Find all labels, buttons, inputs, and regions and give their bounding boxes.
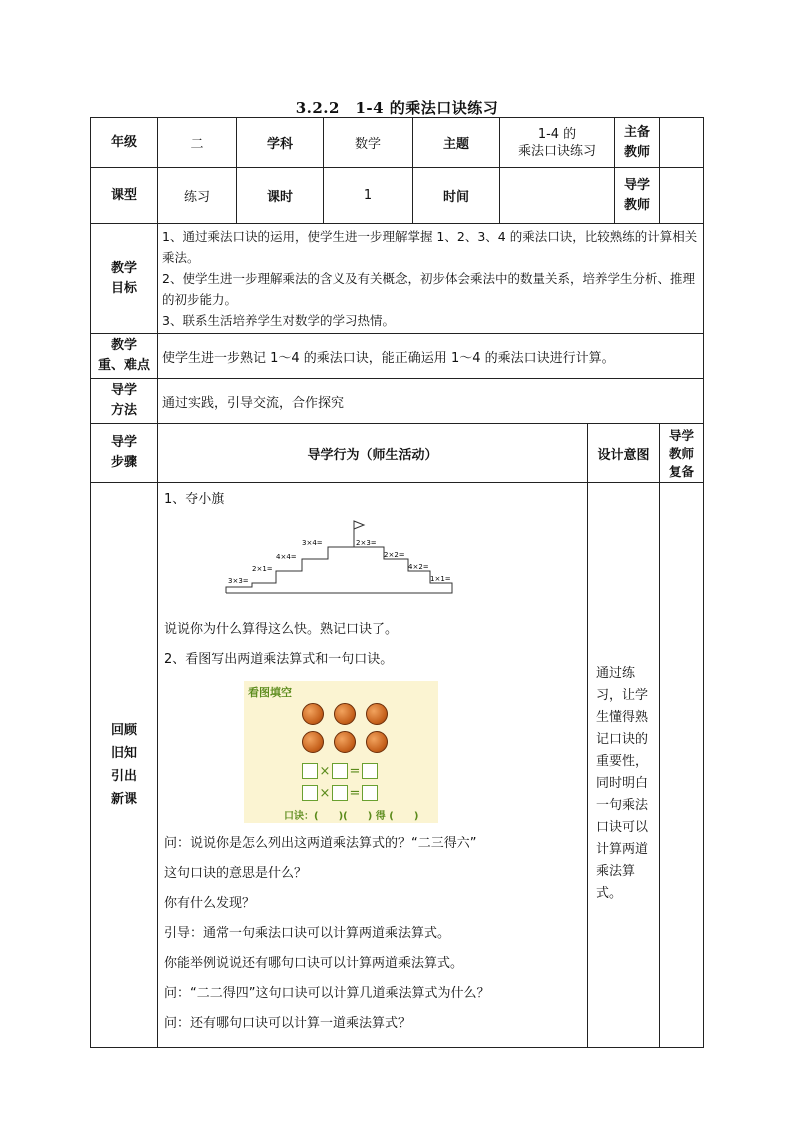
stair-label: 3×3= — [228, 577, 249, 585]
topic-value-line1: 1-4 的 — [537, 126, 577, 142]
row-methods — [91, 379, 704, 424]
teacher-label-line2: 教师 — [624, 144, 651, 160]
stair-label: 4×4= — [276, 553, 297, 561]
paragraph: 你有什么发现？ — [164, 896, 256, 911]
stair-label: 3×4= — [302, 539, 323, 547]
paragraph: 问：还有哪句口诀可以计算一道乘法算式？ — [164, 1016, 412, 1031]
review-label — [91, 483, 158, 1048]
row-steps-header — [91, 424, 704, 483]
answer-box[interactable] — [302, 763, 318, 779]
methods-text: 通过实践，引导交流，合作探究 — [158, 379, 704, 424]
times-sign: × — [319, 785, 331, 801]
subject-value: 数学 — [324, 118, 413, 168]
basketball-icon — [334, 703, 356, 725]
design-intent: 通过练习，让学生懂得熟记口诀的重要性，同时明白一句乘法口诀可以计算两道乘法算式。 — [588, 483, 660, 1048]
basketball-icon — [302, 703, 324, 725]
hours-label: 课时 — [237, 168, 324, 224]
steps-label-line1: 导学 — [110, 435, 137, 450]
staircase-diagram — [224, 515, 454, 605]
row-key-points — [91, 334, 704, 379]
stair-label: 4×2= — [408, 563, 429, 571]
objectives-label-line1: 教学 — [110, 260, 137, 276]
guide-teacher-value — [660, 168, 704, 224]
objectives-label-line2: 目标 — [110, 280, 137, 296]
objectives-label — [91, 224, 158, 334]
basketball-icon — [302, 731, 324, 753]
row-grade — [91, 118, 704, 168]
paragraph: 问：“二二得四”这句口诀可以计算几道乘法算式为什么？ — [164, 986, 490, 1001]
topic-value-line2: 乘法口诀练习 — [518, 143, 597, 159]
type-value: 练习 — [158, 168, 237, 224]
grade-value: 二 — [158, 118, 237, 168]
paragraph: 引导：通常一句乘法口诀可以计算两道乘法算式。 — [164, 926, 451, 941]
row-type — [91, 168, 704, 224]
time-label: 时间 — [413, 168, 500, 224]
teacher-value — [660, 118, 704, 168]
question-fast: 说说你为什么算得这么快。熟记口诀了。 — [164, 622, 399, 637]
paragraph: 这句口诀的意思是什么？ — [164, 866, 308, 881]
equals-sign: = — [349, 763, 361, 779]
activity-content — [158, 483, 588, 1048]
item-write-formulas: 2、看图写出两道乘法算式和一句口诀。 — [164, 652, 394, 667]
objectives-content — [158, 224, 704, 334]
guide-teacher-label-line1: 导学 — [624, 177, 651, 193]
answer-box[interactable] — [302, 785, 318, 801]
answer-box[interactable] — [332, 785, 348, 801]
basketball-icon — [366, 731, 388, 753]
key-points-label-line1: 教学 — [110, 338, 137, 353]
steps-label — [91, 424, 158, 483]
paragraph: 你能举例说说还有哪句口诀可以计算两道乘法算式。 — [164, 956, 464, 971]
flag-icon — [354, 521, 364, 529]
item-capture-flag: 1、夺小旗 — [164, 492, 225, 507]
basketball-puzzle — [244, 681, 438, 823]
stair-label: 2×1= — [252, 565, 273, 573]
equals-sign: = — [349, 785, 361, 801]
review-label-line: 旧知 — [110, 746, 137, 761]
grade-label: 年级 — [91, 118, 158, 168]
kouj-line: 口诀：( )( ) 得 ( ) — [284, 811, 419, 822]
puzzle-title: 看图填空 — [248, 686, 292, 699]
subject-label: 学科 — [237, 118, 324, 168]
col-review-header: 导学教师复备 — [660, 424, 704, 483]
topic-value — [500, 118, 615, 168]
objective-item: 1、通过乘法口诀的运用，使学生进一步理解掌握 1、2、3、4 的乘法口诀，比较熟练的计算相关乘法。 — [162, 229, 698, 265]
stair-label: 1×1= — [430, 575, 451, 583]
guide-teacher-label — [615, 168, 660, 224]
document-title: 3.2.2 1-4 的乘法口诀练习 — [295, 99, 499, 117]
hours-value: 1 — [324, 168, 413, 224]
basketball-icon — [366, 703, 388, 725]
paragraph: 问：说说你是怎么列出这两道乘法算式的？“二三得六” — [164, 836, 477, 851]
review-label-line: 新课 — [110, 792, 137, 807]
basketball-icon — [334, 731, 356, 753]
stair-label: 2×3= — [356, 539, 377, 547]
key-points-label — [91, 334, 158, 379]
review-note — [660, 483, 704, 1048]
guide-teacher-label-line2: 教师 — [624, 197, 651, 213]
lesson-plan-table — [90, 117, 704, 1048]
stair-label: 2×2= — [384, 551, 405, 559]
teacher-label-line1: 主备 — [624, 124, 651, 140]
equation-row — [302, 785, 378, 801]
methods-label — [91, 379, 158, 424]
methods-label-line2: 方法 — [110, 403, 137, 418]
objective-item: 3、联系生活培养学生对数学的学习热情。 — [162, 313, 395, 328]
answer-box[interactable] — [362, 763, 378, 779]
row-review-section — [91, 483, 704, 1048]
equation-row — [302, 763, 378, 779]
answer-box[interactable] — [362, 785, 378, 801]
key-points-label-line2: 重、难点 — [97, 358, 150, 373]
time-value — [500, 168, 615, 224]
steps-label-line2: 步骤 — [110, 455, 137, 470]
topic-label: 主题 — [413, 118, 500, 168]
key-points-text: 使学生进一步熟记 1～4 的乘法口诀，能正确运用 1～4 的乘法口诀进行计算。 — [158, 334, 704, 379]
review-label-line: 回顾 — [110, 723, 137, 738]
type-label: 课型 — [91, 168, 158, 224]
col-intent-header: 设计意图 — [588, 424, 660, 483]
objective-item: 2、使学生进一步理解乘法的含义及有关概念，初步体会乘法中的数量关系，培养学生分析、推理的初步能力。 — [162, 271, 695, 307]
answer-box[interactable] — [332, 763, 348, 779]
teacher-label — [615, 118, 660, 168]
times-sign: × — [319, 763, 331, 779]
methods-label-line1: 导学 — [110, 383, 137, 398]
col-activity-header: 导学行为（师生活动） — [158, 424, 588, 483]
review-label-line: 引出 — [110, 769, 137, 784]
row-objectives — [91, 224, 704, 334]
